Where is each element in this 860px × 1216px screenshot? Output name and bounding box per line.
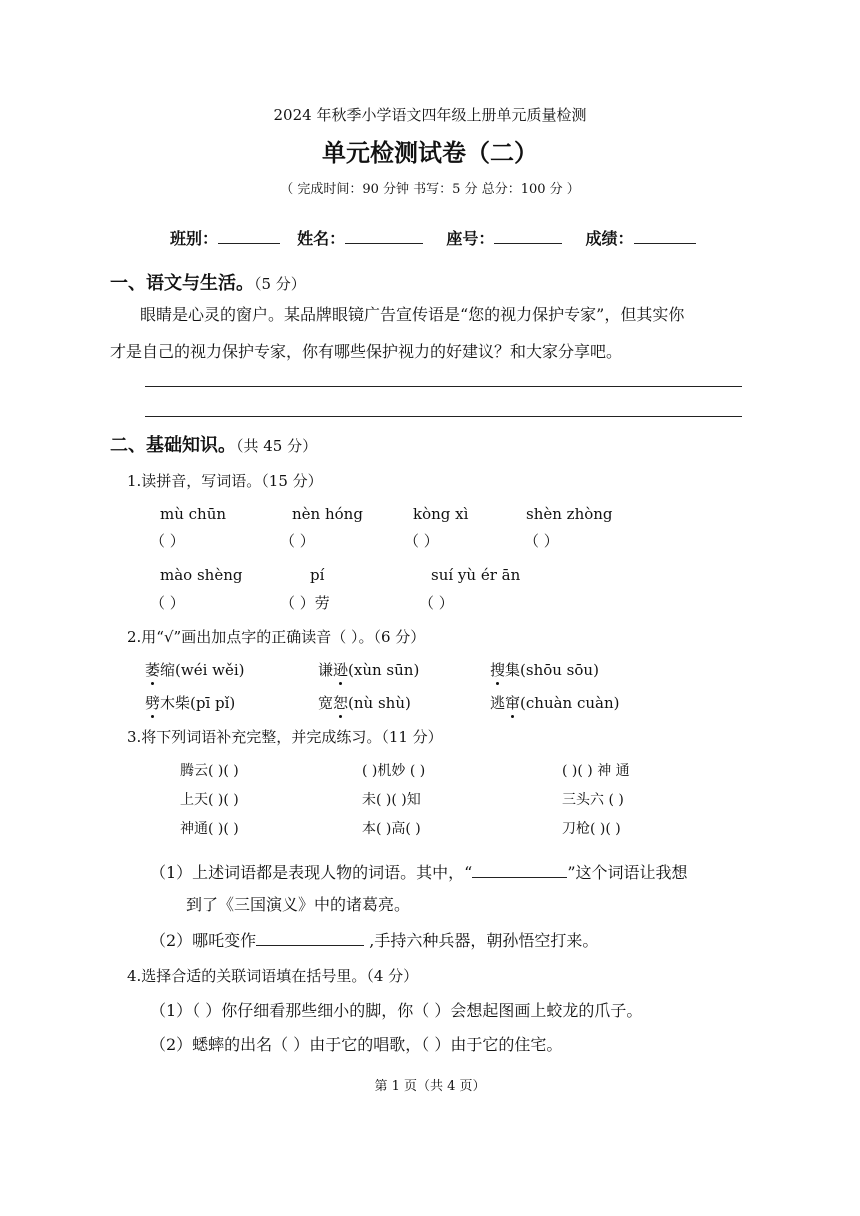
answer-box[interactable]: （ ） bbox=[524, 532, 559, 550]
sub1-blank[interactable] bbox=[472, 877, 567, 878]
class-label: 班别： bbox=[170, 229, 219, 248]
section1-heading: 一、语文与生活。（5 分） bbox=[110, 273, 306, 294]
q1-title: 1.读拼音，写词语。（15 分） bbox=[127, 472, 323, 490]
pinyin: nèn hóng bbox=[292, 505, 363, 523]
q3-sub1-cont: 到了《三国演义》中的诸葛亮。 bbox=[186, 895, 411, 914]
idiom-blank[interactable]: 腾云( )( ) bbox=[180, 763, 239, 779]
seat-label: 座号： bbox=[446, 229, 495, 248]
idiom-blank[interactable]: 刀枪( )( ) bbox=[562, 821, 621, 837]
idiom-blank[interactable]: ( )( ) 神 通 bbox=[562, 763, 630, 779]
score-blank[interactable] bbox=[634, 243, 696, 244]
q2-title: 2.用“√”画出加点字的正确读音（ ）。（6 分） bbox=[127, 628, 426, 646]
pinyin: mù chūn bbox=[160, 505, 227, 523]
answer-box[interactable]: （ ） bbox=[150, 594, 185, 612]
idiom-blank[interactable]: 上天( )( ) bbox=[180, 792, 239, 808]
exam-title: 单元检测试卷（二） bbox=[322, 139, 538, 167]
section1-para2: 才是自己的视力保护专家，你有哪些保护视力的好建议？和大家分享吧。 bbox=[110, 342, 623, 361]
q4-sentence-1[interactable]: （1）（ ）你仔细看那些细小的脚，你（ ）会想起图画上蛟龙的爪子。 bbox=[150, 1001, 643, 1020]
pinyin: suí yù ér ān bbox=[431, 566, 521, 584]
answer-box[interactable]: （ ）劳 bbox=[280, 594, 330, 612]
score-label: 成绩： bbox=[585, 229, 634, 248]
page-footer: 第 1 页（共 4 页） bbox=[374, 1079, 486, 1094]
q2-item[interactable]: 劈木柴(pī pǐ) bbox=[145, 694, 236, 712]
student-fields bbox=[170, 226, 696, 249]
answer-box[interactable]: （ ） bbox=[150, 532, 185, 550]
q2-item[interactable]: 搜集(shōu sōu) bbox=[490, 661, 599, 679]
pinyin: kòng xì bbox=[413, 505, 469, 523]
q3-sub1: （1）上述词语都是表现人物的词语。其中，“ ”这个词语让我想 bbox=[150, 863, 688, 882]
section2-heading: 二、基础知识。（共 45 分） bbox=[110, 435, 318, 456]
q2-item[interactable]: 逃窜(chuàn cuàn) bbox=[490, 694, 620, 712]
name-blank[interactable] bbox=[345, 243, 423, 244]
q3-title: 3.将下列词语补充完整，并完成练习。（11 分） bbox=[127, 728, 443, 746]
idiom-blank[interactable]: 未( )( )知 bbox=[362, 792, 421, 808]
pinyin: shèn zhòng bbox=[526, 505, 613, 523]
sub2-blank[interactable] bbox=[256, 945, 364, 946]
exam-info: （ 完成时间：90 分钟 书写：5 分 总分：100 分 ） bbox=[280, 182, 580, 197]
section1-para1: 眼睛是心灵的窗户。某品牌眼镜广告宣传语是“您的视力保护专家”，但其实你 bbox=[140, 305, 685, 324]
q4-sentence-2[interactable]: （2）蟋蟀的出名（ ）由于它的唱歌，（ ）由于它的住宅。 bbox=[150, 1035, 563, 1054]
pinyin: pí bbox=[310, 566, 325, 584]
q4-title: 4.选择合适的关联词语填在括号里。（4 分） bbox=[127, 967, 419, 985]
name-label: 姓名： bbox=[297, 229, 346, 248]
q2-item[interactable]: 谦逊(xùn sūn) bbox=[318, 661, 420, 679]
answer-line-1[interactable] bbox=[145, 386, 742, 387]
q3-sub2: （2）哪吒变作 ,手持六种兵器，朝孙悟空打来。 bbox=[150, 931, 599, 950]
class-blank[interactable] bbox=[218, 243, 280, 244]
q2-item[interactable]: 宽恕(nù shù) bbox=[318, 694, 411, 712]
answer-box[interactable]: （ ） bbox=[280, 532, 315, 550]
idiom-blank[interactable]: ( )机妙 ( ) bbox=[362, 763, 426, 779]
answer-line-2[interactable] bbox=[145, 416, 742, 417]
seat-blank[interactable] bbox=[494, 243, 562, 244]
idiom-blank[interactable]: 本( )高( ) bbox=[362, 821, 421, 837]
idiom-blank[interactable]: 三头六 ( ) bbox=[562, 792, 624, 808]
pinyin: mào shèng bbox=[160, 566, 243, 584]
q2-item[interactable]: 萎缩(wéi wěi) bbox=[145, 661, 245, 679]
exam-subtitle: 2024 年秋季小学语文四年级上册单元质量检测 bbox=[273, 106, 587, 124]
answer-box[interactable]: （ ） bbox=[404, 532, 439, 550]
idiom-blank[interactable]: 神通( )( ) bbox=[180, 821, 239, 837]
answer-box[interactable]: （ ） bbox=[419, 594, 454, 612]
